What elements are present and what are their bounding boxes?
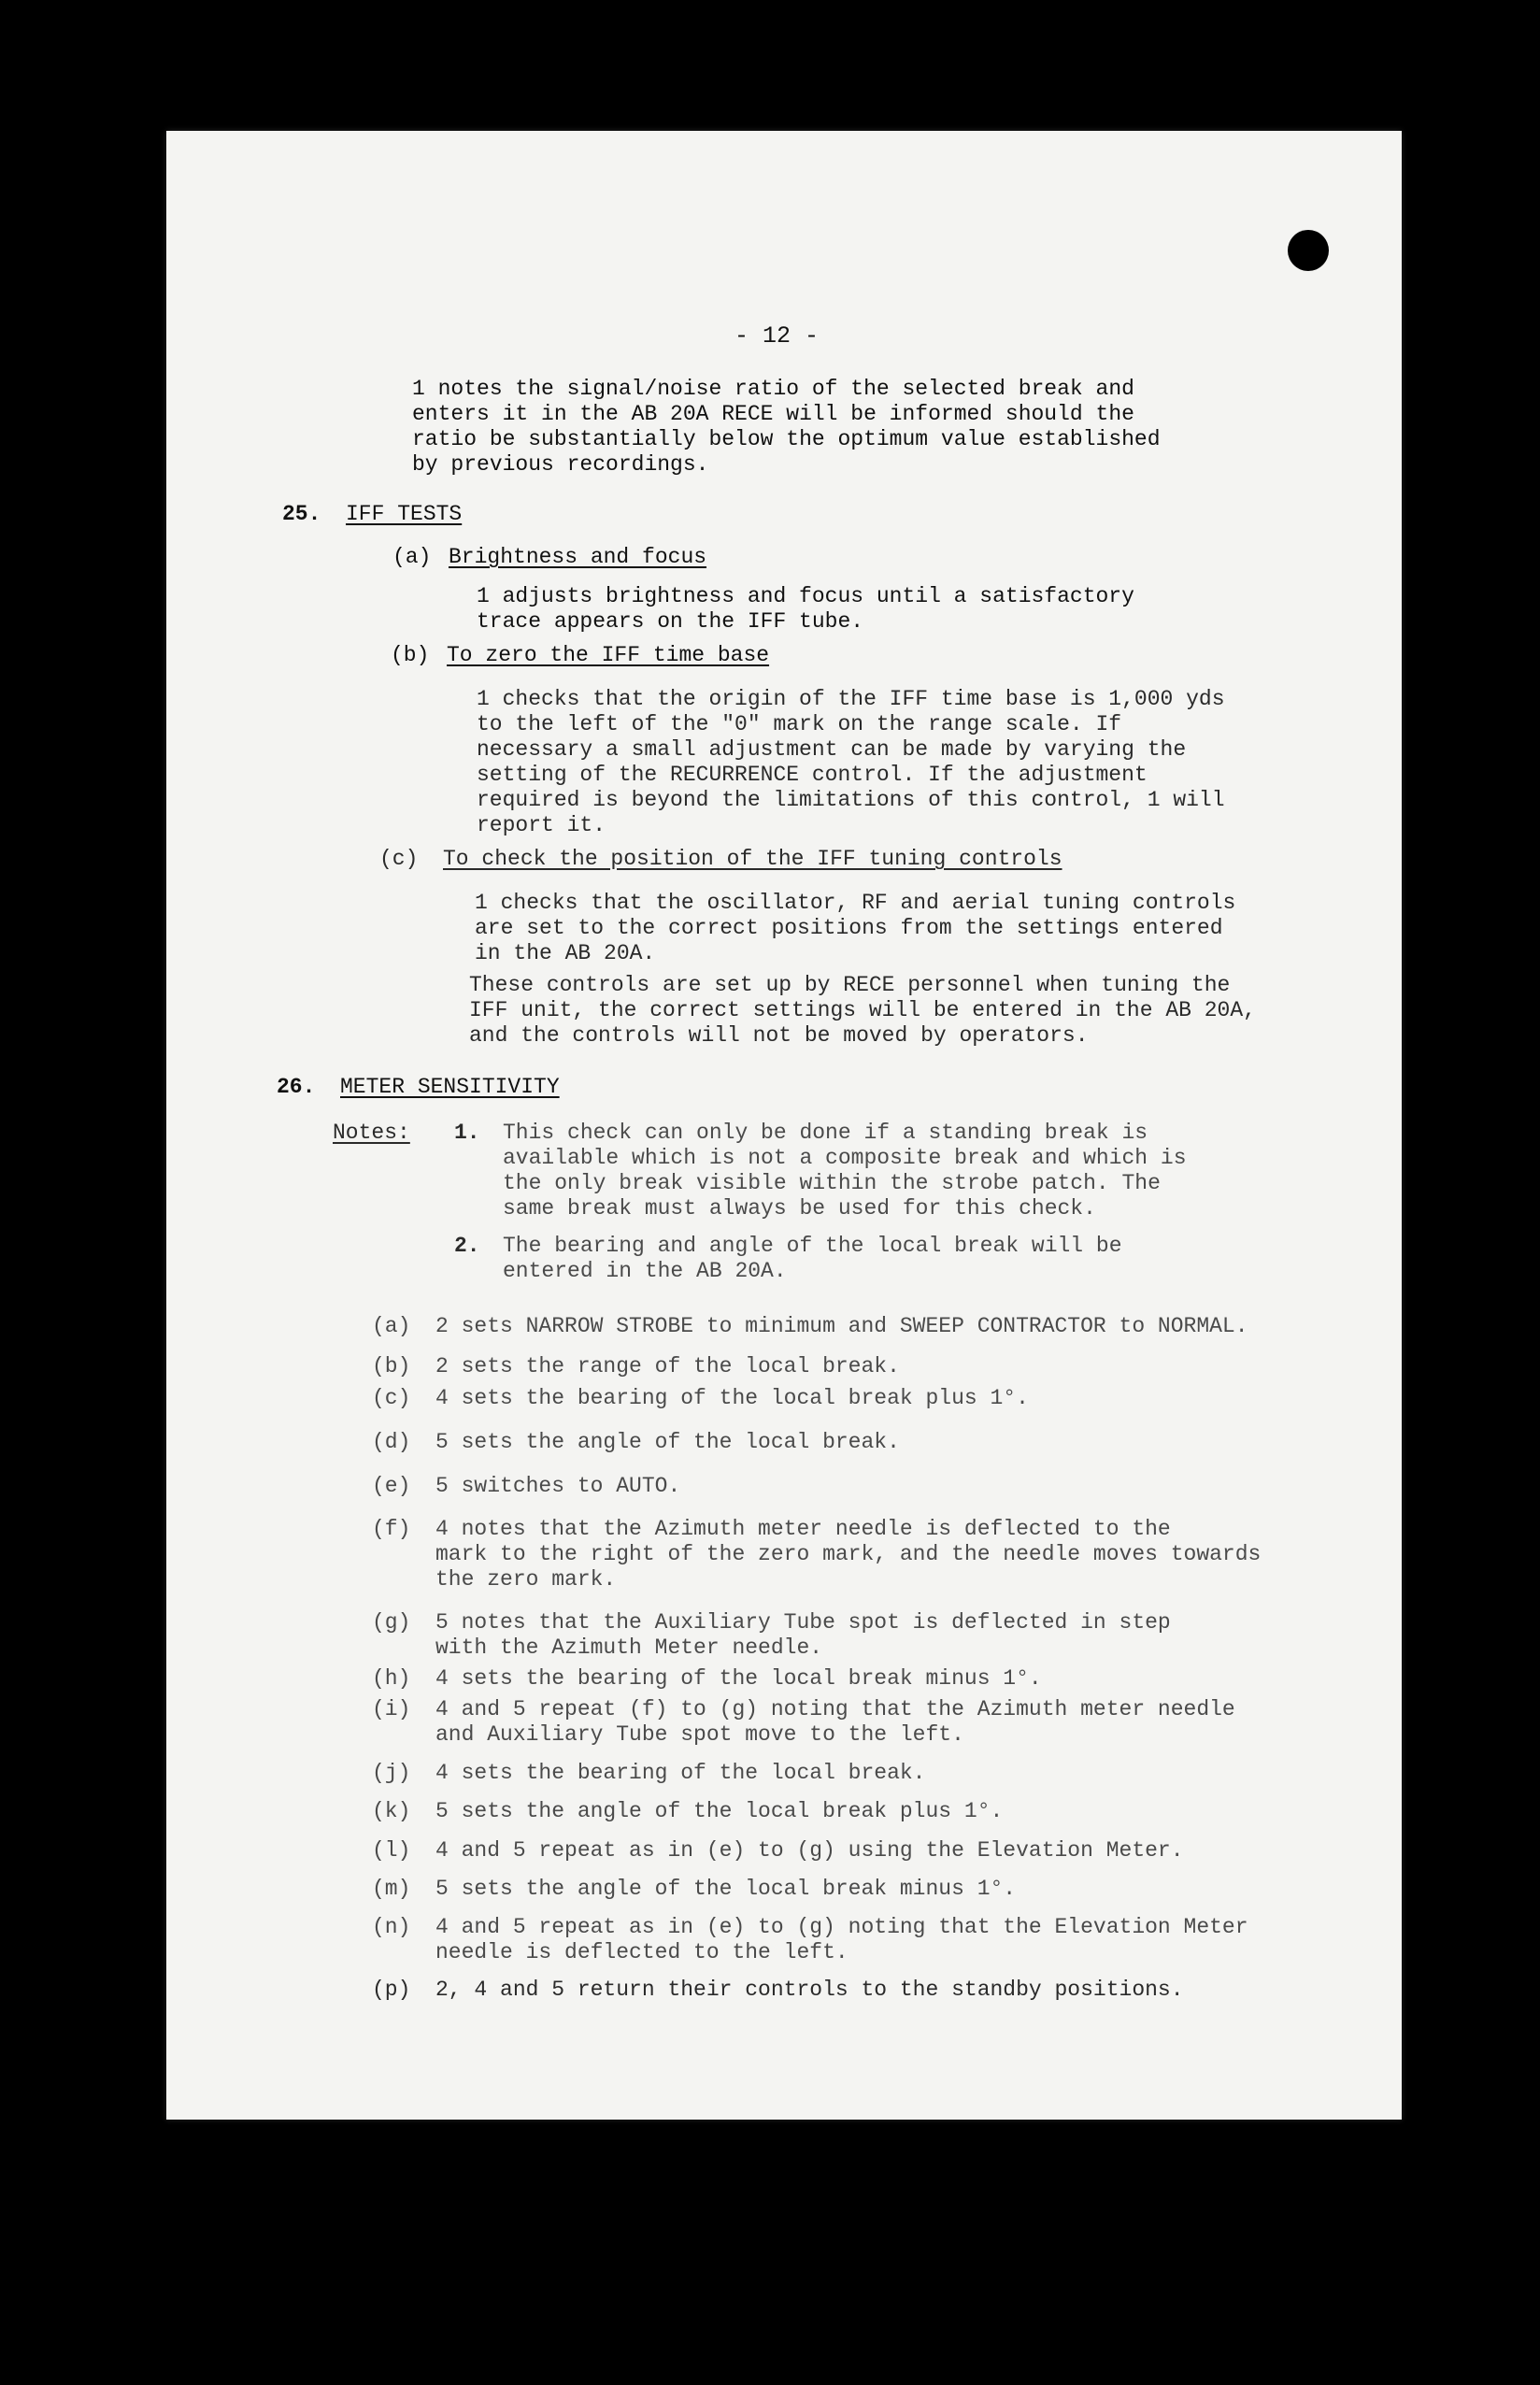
item-label: (i)	[372, 1697, 411, 1721]
item-line: 4 sets the bearing of the local break plus 1°.	[435, 1386, 1029, 1410]
body-line: necessary a small adjustment can be made by varying the	[477, 737, 1187, 762]
body-line: 1 adjusts brightness and focus until a satisfactory	[477, 584, 1134, 608]
item-label: (b)	[391, 643, 430, 667]
item-label: (c)	[379, 847, 419, 871]
subsection-heading: Brightness and focus	[449, 545, 707, 569]
item-label: (c)	[372, 1386, 411, 1410]
item-line: 4 sets the bearing of the local break.	[435, 1761, 926, 1785]
item-label: (b)	[372, 1354, 411, 1378]
item-label: (m)	[372, 1877, 411, 1901]
item-label: (g)	[372, 1610, 411, 1635]
body-line: required is beyond the limitations of this control, 1 will	[477, 788, 1225, 812]
subsection-heading: To zero the IFF time base	[447, 643, 770, 667]
section-title: METER SENSITIVITY	[340, 1075, 560, 1099]
item-label: (a)	[392, 545, 432, 569]
item-label: (e)	[372, 1474, 411, 1498]
body-line: setting of the RECURRENCE control. If the adjustment	[477, 763, 1148, 787]
item-label: (h)	[372, 1666, 411, 1691]
intro-line: ratio be substantially below the optimum value established	[412, 427, 1161, 451]
body-line: 1 checks that the origin of the IFF time base is 1,000 yds	[477, 687, 1225, 711]
note-line: available which is not a composite break and which is	[503, 1146, 1187, 1170]
item-line: 5 switches to AUTO.	[435, 1474, 681, 1498]
section-number: 25.	[282, 502, 321, 526]
item-line: 5 notes that the Auxiliary Tube spot is deflected in step	[435, 1610, 1171, 1635]
body-line: are set to the correct positions from the settings entered	[475, 916, 1223, 940]
item-line: 2, 4 and 5 return their controls to the standby positions.	[435, 1978, 1184, 2002]
item-line: 5 sets the angle of the local break minus 1°.	[435, 1877, 1017, 1901]
body-line: in the AB 20A.	[475, 941, 656, 965]
body-line: and the controls will not be moved by operators.	[469, 1023, 1089, 1048]
item-line: 2 sets NARROW STROBE to minimum and SWEEP CONTRACTOR to NORMAL.	[435, 1314, 1248, 1338]
item-line: the zero mark.	[435, 1567, 617, 1592]
note-line: entered in the AB 20A.	[503, 1259, 787, 1283]
item-line: 4 sets the bearing of the local break minus 1°.	[435, 1666, 1042, 1691]
note-line: same break must always be used for this check.	[503, 1196, 1096, 1221]
item-line: and Auxiliary Tube spot move to the left.	[435, 1722, 964, 1747]
intro-line: enters it in the AB 20A RECE will be informed should the	[412, 402, 1134, 426]
section-number: 26.	[277, 1075, 316, 1099]
item-label: (j)	[372, 1761, 411, 1785]
item-label: (p)	[372, 1978, 411, 2002]
item-line: 2 sets the range of the local break.	[435, 1354, 900, 1378]
item-line: 5 sets the angle of the local break plus 1°.	[435, 1799, 1004, 1823]
body-line: report it.	[477, 813, 606, 837]
note-line: the only break visible within the strobe patch. The	[503, 1171, 1161, 1195]
intro-line: by previous recordings.	[412, 452, 709, 477]
item-line: 4 and 5 repeat (f) to (g) noting that the Azimuth meter needle	[435, 1697, 1235, 1721]
item-line: 5 sets the angle of the local break.	[435, 1430, 900, 1454]
item-line: mark to the right of the zero mark, and the needle moves towards	[435, 1542, 1262, 1566]
item-label: (d)	[372, 1430, 411, 1454]
page-number: - 12 -	[734, 322, 820, 350]
item-label: (n)	[372, 1915, 411, 1939]
body-line: trace appears on the IFF tube.	[477, 609, 864, 634]
item-line: 4 and 5 repeat as in (e) to (g) noting that the Elevation Meter	[435, 1915, 1248, 1939]
intro-line: 1 notes the signal/noise ratio of the selected break and	[412, 377, 1134, 401]
item-label: (f)	[372, 1517, 411, 1541]
item-label: (l)	[372, 1838, 411, 1863]
subsection-heading: To check the position of the IFF tuning controls	[443, 847, 1062, 871]
body-line: IFF unit, the correct settings will be entered in the AB 20A,	[469, 998, 1256, 1022]
body-line: 1 checks that the oscillator, RF and aerial tuning controls	[475, 891, 1236, 915]
item-line: needle is deflected to the left.	[435, 1940, 848, 1964]
item-line: 4 notes that the Azimuth meter needle is deflected to the	[435, 1517, 1171, 1541]
note-line: The bearing and angle of the local break will be	[503, 1234, 1122, 1258]
body-line: These controls are set up by RECE personnel when tuning the	[469, 973, 1231, 997]
punch-hole	[1288, 230, 1329, 271]
item-line: 4 and 5 repeat as in (e) to (g) using the Elevation Meter.	[435, 1838, 1184, 1863]
item-label: (k)	[372, 1799, 411, 1823]
item-label: (a)	[372, 1314, 411, 1338]
note-line: This check can only be done if a standing break is	[503, 1121, 1148, 1145]
item-line: with the Azimuth Meter needle.	[435, 1635, 823, 1660]
note-number: 2.	[454, 1234, 480, 1258]
body-line: to the left of the "0" mark on the range scale. If	[477, 712, 1122, 736]
notes-label: Notes:	[333, 1121, 410, 1145]
section-title: IFF TESTS	[346, 502, 463, 526]
note-number: 1.	[454, 1121, 480, 1145]
